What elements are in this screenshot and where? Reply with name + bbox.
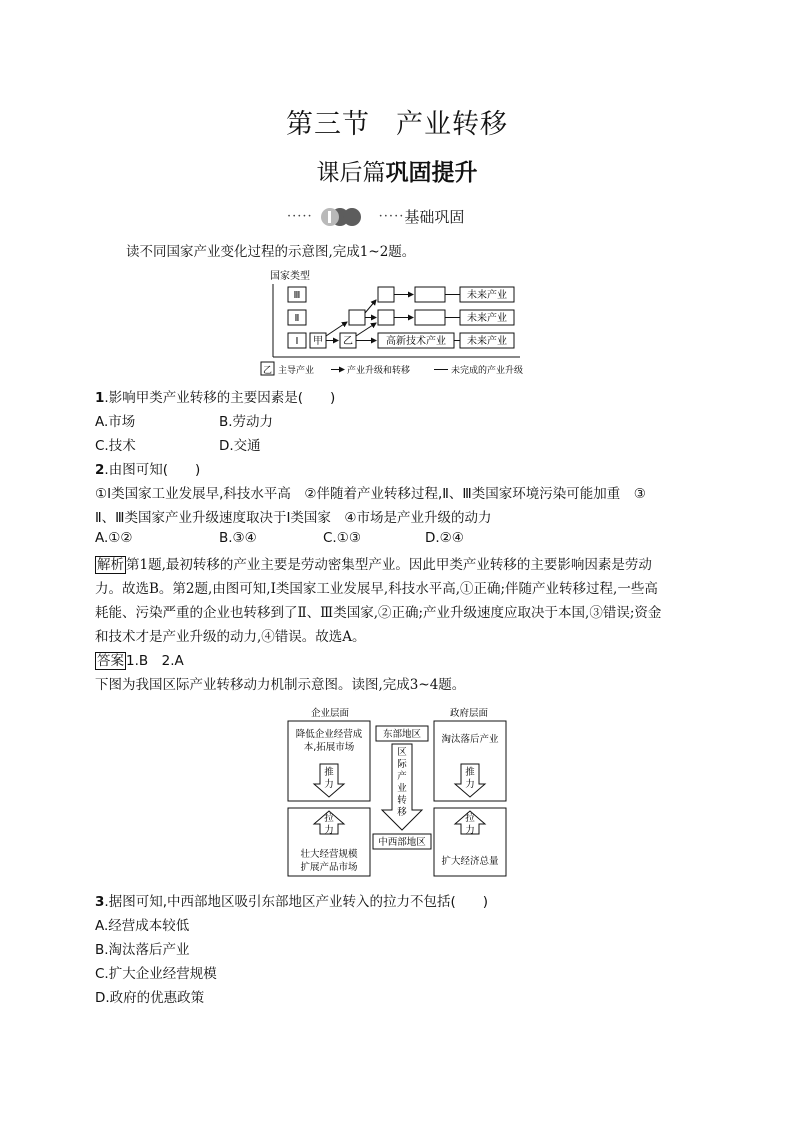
section-label: 基础巩固 bbox=[404, 208, 465, 226]
box-II-3 bbox=[415, 310, 445, 325]
q2-statements-line2: Ⅱ、Ⅲ类国家产业升级速度取决于Ⅰ类国家 ④市场是产业升级的动力 bbox=[95, 510, 492, 526]
box-midwest-label: 中西部地区 bbox=[378, 837, 426, 848]
q2-number: 2 bbox=[95, 462, 105, 478]
pull-label-right-2: 力 bbox=[465, 825, 475, 836]
transfer-char-5: 转 bbox=[397, 795, 407, 806]
analysis-tag: 解析 bbox=[97, 557, 124, 573]
box-reduce-cost-line2: 本,拓展市场 bbox=[303, 742, 355, 753]
transfer-char-2: 际 bbox=[397, 759, 407, 770]
box-yi-label: 乙 bbox=[343, 336, 353, 347]
figure1-y-title: 国家类型 bbox=[270, 271, 310, 282]
q3-number: 3 bbox=[95, 894, 105, 910]
q1-option-c: C.技术 bbox=[95, 438, 136, 454]
transfer-char-6: 移 bbox=[397, 807, 407, 818]
legend-box-label: 乙 bbox=[262, 366, 273, 376]
pull-label-left-2: 力 bbox=[324, 825, 334, 836]
box-jia-label: 甲 bbox=[313, 336, 323, 347]
box-eliminate-label: 淘汰落后产业 bbox=[441, 734, 499, 745]
q2-option-c: C.①③ bbox=[323, 530, 361, 546]
box-expand-scale-line2: 扩展产品市场 bbox=[300, 862, 358, 873]
q2-stem: .由图可知( ) bbox=[104, 462, 201, 478]
row-label-I: Ⅰ bbox=[295, 336, 299, 347]
box-economy-label: 扩大经济总量 bbox=[441, 856, 499, 867]
intro-q1-2: 读不同国家产业变化过程的示意图,完成1~2题。 bbox=[126, 244, 416, 260]
q3-stem: .据图可知,中西部地区吸引东部地区产业转入的拉力不包括( ) bbox=[104, 894, 489, 910]
row-label-II: Ⅱ bbox=[294, 313, 300, 324]
analysis-line-1 bbox=[95, 553, 652, 577]
subtitle-normal: 课后篇 bbox=[316, 160, 386, 186]
row-label-III: Ⅲ bbox=[293, 290, 301, 301]
question-2 bbox=[95, 458, 200, 478]
push-label-left-1: 推 bbox=[324, 767, 334, 778]
pull-label-right-1: 拉 bbox=[465, 813, 475, 824]
figure-industry-change bbox=[258, 266, 558, 384]
box-east-label: 东部地区 bbox=[382, 729, 422, 740]
q1-stem: .影响甲类产业转移的主要因素是( ) bbox=[104, 390, 336, 406]
section-dots-right: ····· bbox=[378, 209, 405, 224]
enterprise-level-label: 企业层面 bbox=[310, 708, 350, 719]
government-level-label: 政府层面 bbox=[449, 708, 489, 719]
box-expand-scale-line1: 壮大经营规模 bbox=[300, 849, 358, 860]
push-label-right-1: 推 bbox=[465, 767, 475, 778]
box-hightech-label: 高新技术产业 bbox=[386, 336, 446, 347]
analysis-line-2: 力。故选B。第2题,由图可知,Ⅰ类国家工业发展早,科技水平高,①正确;伴随产业转移过程,一些高 bbox=[95, 581, 658, 597]
subtitle-bold: 巩固提升 bbox=[385, 160, 478, 186]
legend-arrow-label: 产业升级和转移 bbox=[347, 366, 411, 376]
future-II-label: 未来产业 bbox=[467, 313, 507, 324]
page-subtitle bbox=[0, 154, 794, 187]
pull-label-left-1: 拉 bbox=[324, 813, 334, 824]
q3-option-d: D.政府的优惠政策 bbox=[95, 990, 205, 1006]
q2-option-d: D.②④ bbox=[425, 530, 464, 546]
legend-line-label: 未完成的产业升级 bbox=[451, 366, 524, 376]
push-label-left-2: 力 bbox=[324, 779, 334, 790]
transfer-char-1: 区 bbox=[397, 747, 407, 758]
box-III-1 bbox=[378, 287, 394, 302]
q2-option-b: B.③④ bbox=[219, 530, 257, 546]
title-topic: 产业转移 bbox=[396, 109, 508, 140]
section-circles-icon bbox=[321, 208, 361, 226]
answer-tag: 答案 bbox=[97, 653, 124, 669]
future-III-label: 未来产业 bbox=[467, 290, 507, 301]
question-1 bbox=[95, 386, 335, 406]
q1-option-d: D.交通 bbox=[219, 438, 261, 454]
answer-line bbox=[95, 649, 184, 673]
box-II-2 bbox=[378, 310, 394, 325]
analysis-line-4: 和技术才是产业升级的动力,④错误。故选A。 bbox=[95, 629, 366, 645]
q3-option-a: A.经营成本较低 bbox=[95, 918, 190, 934]
q1-option-b: B.劳动力 bbox=[219, 414, 274, 430]
section-header bbox=[287, 206, 464, 227]
box-reduce-cost-line1: 降低企业经营成 bbox=[295, 729, 363, 740]
answer-text: 1.B 2.A bbox=[126, 653, 184, 669]
title-section-number: 第三节 bbox=[286, 109, 370, 140]
future-I-label: 未来产业 bbox=[467, 336, 507, 347]
page-title bbox=[0, 102, 794, 141]
q2-statements-line1: ①Ⅰ类国家工业发展早,科技水平高 ②伴随着产业转移过程,Ⅱ、Ⅲ类国家环境污染可能加重 ③ bbox=[95, 486, 646, 502]
question-3 bbox=[95, 890, 488, 910]
q3-option-c: C.扩大企业经营规模 bbox=[95, 966, 217, 982]
section-dots-left: ····· bbox=[287, 209, 313, 224]
q3-option-b: B.淘汰落后产业 bbox=[95, 942, 190, 958]
q2-option-a: A.①② bbox=[95, 530, 133, 546]
transfer-char-3: 产 bbox=[397, 771, 407, 782]
box-III-2 bbox=[415, 287, 445, 302]
box-II-1 bbox=[349, 310, 365, 325]
figure-transfer-mechanism bbox=[282, 704, 512, 882]
analysis-text-1: 第1题,最初转移的产业主要是劳动密集型产业。因此甲类产业转移的主要影响因素是劳动 bbox=[126, 557, 652, 573]
q1-option-a: A.市场 bbox=[95, 414, 136, 430]
push-label-right-2: 力 bbox=[465, 779, 475, 790]
analysis-line-3: 耗能、污染严重的企业也转移到了Ⅱ、Ⅲ类国家,②正确;产业升级速度应取决于本国,③错误;资金 bbox=[95, 605, 662, 621]
q1-number: 1 bbox=[95, 390, 105, 406]
legend-main: 主导产业 bbox=[278, 366, 315, 376]
transfer-char-4: 业 bbox=[397, 783, 407, 794]
intro-q3-4: 下图为我国区际产业转移动力机制示意图。读图,完成3~4题。 bbox=[95, 677, 466, 693]
